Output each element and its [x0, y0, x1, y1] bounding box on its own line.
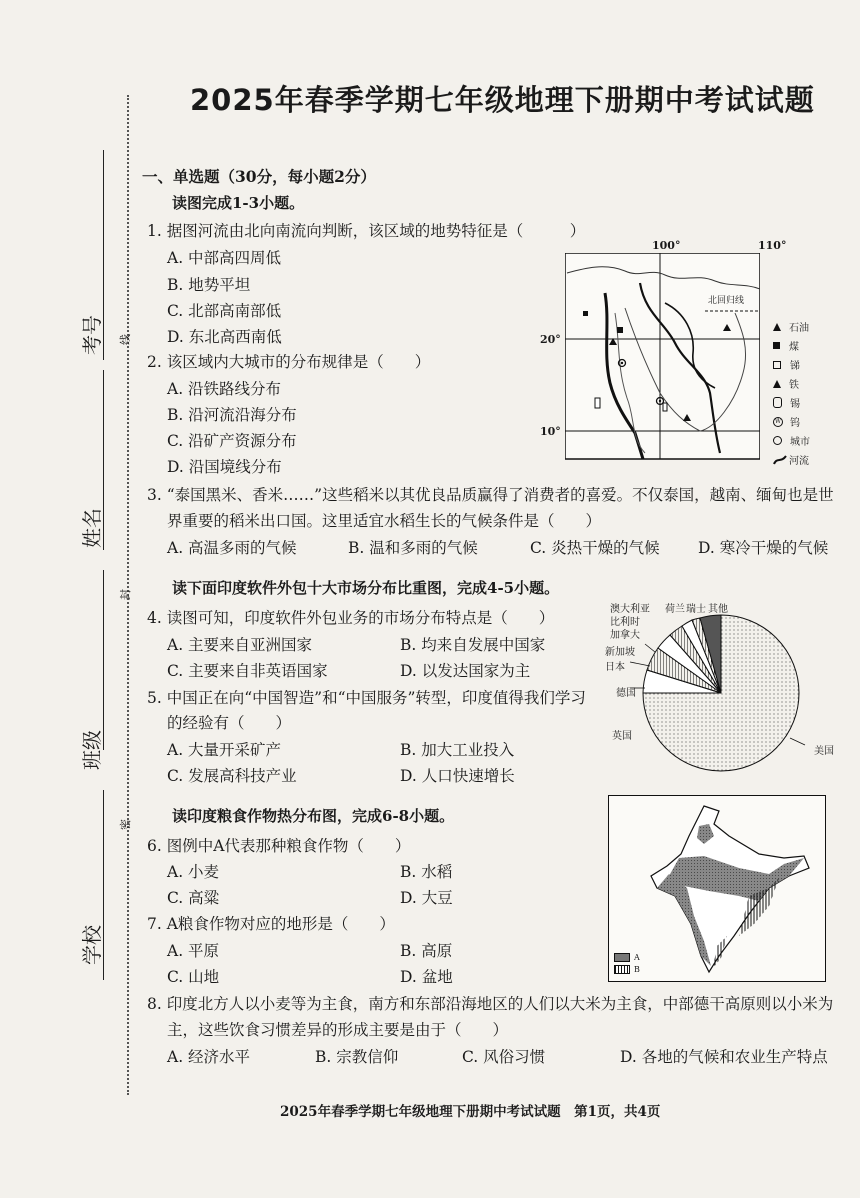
q7-option-a[interactable]: A. 平原: [167, 942, 220, 960]
question-7-stem: 7. A粮食作物对应的地形是（ ）: [147, 915, 395, 933]
legend-a: [614, 951, 640, 963]
question-8-stem-line2: 主，这些饮食习惯差异的形成主要是由于（ ）: [167, 1021, 509, 1039]
q2-option-b[interactable]: B. 沿河流沿海分布: [167, 406, 297, 424]
legend-label: A: [634, 952, 640, 962]
instruction-3: 读印度粮食作物热分布图，完成6-8小题。: [172, 807, 455, 825]
q8-option-b[interactable]: B. 宗教信仰: [315, 1048, 399, 1066]
pie-label-canada: 加拿大: [610, 630, 640, 641]
legend-label: 城市: [790, 437, 810, 448]
q8-option-c[interactable]: C. 风俗习惯: [462, 1048, 546, 1066]
legend-swatch-b: [614, 965, 630, 974]
pie-label-germany: 德国: [616, 688, 636, 699]
legend-label: 煤: [789, 342, 799, 353]
legend-coal: [773, 336, 833, 355]
legend-label: 河流: [789, 456, 809, 467]
q6-option-d[interactable]: D. 大豆: [400, 889, 453, 907]
q4-option-a[interactable]: A. 主要来自亚洲国家: [167, 636, 313, 654]
legend-city: [773, 431, 833, 450]
q3-option-c[interactable]: C. 炎热干燥的气候: [530, 539, 660, 557]
pie-label-other: 其他: [708, 604, 728, 615]
section-heading: 一、单选题（30分，每小题2分）: [142, 167, 376, 186]
question-4-stem: 4. 读图可知，印度软件外包业务的市场分布特点是（ ）: [147, 609, 555, 627]
q2-option-d[interactable]: D. 沿国境线分布: [167, 458, 282, 476]
q3-option-a[interactable]: A. 高温多雨的气候: [167, 539, 297, 557]
name-label: 姓名: [80, 508, 104, 548]
software-outsourcing-pie: [600, 600, 840, 780]
triangle-icon: [773, 323, 781, 331]
q5-option-a[interactable]: A. 大量开采矿产: [167, 741, 282, 759]
q1-option-c[interactable]: C. 北部高南部低: [167, 302, 282, 320]
legend-label: B: [634, 964, 640, 974]
school-label: 学校: [80, 925, 104, 965]
city-icon: [773, 436, 782, 445]
lon-110-label: 110°: [758, 239, 787, 252]
question-5-stem-line2: 的经验有（ ）: [167, 714, 292, 732]
pie-label-singapore: 新加坡: [605, 647, 635, 658]
question-8-stem-line1: 8. 印度北方人以小麦等为主食，南方和东部沿海地区的人们以大米为主食，中部德干高原则以小米为: [147, 995, 834, 1013]
class-label: 班级: [80, 730, 104, 770]
q7-option-b[interactable]: B. 高原: [400, 942, 453, 960]
page-title: 2025年春季学期七年级地理下册期中考试试题: [190, 83, 815, 117]
question-6-stem: 6. 图例中A代表那种粮食作物（ ）: [147, 837, 411, 855]
q4-option-b[interactable]: B. 均来自发展中国家: [400, 636, 546, 654]
q3-option-d[interactable]: D. 寒冷干燥的气候: [698, 539, 829, 557]
seal-char-feng: 封: [119, 589, 132, 600]
tropic-label: 北回归线: [708, 296, 745, 306]
lat-20-label: 20°: [540, 333, 561, 346]
instruction-2: 读下面印度软件外包十大市场分布比重图，完成4-5小题。: [172, 579, 560, 597]
seal-char-xian: 线: [119, 334, 132, 345]
map1-legend: [773, 317, 833, 469]
class-blank: [103, 570, 104, 750]
pie-label-switzerland: 瑞士: [686, 604, 706, 615]
india-map-legend: [614, 951, 640, 975]
q1-option-b[interactable]: B. 地势平坦: [167, 276, 251, 294]
q3-option-b[interactable]: B. 温和多雨的气候: [348, 539, 478, 557]
pie-label-netherlands: 荷兰: [665, 604, 685, 615]
q8-option-d[interactable]: D. 各地的气候和农业生产特点: [620, 1048, 828, 1066]
legend-label: 锑: [790, 361, 800, 372]
page-footer: 2025年春季学期七年级地理下册期中考试试题 第1页，共4页: [280, 1104, 661, 1120]
legend-label: 铁: [789, 380, 799, 391]
legend-river: [773, 450, 833, 469]
india-crop-map: [608, 795, 826, 982]
lon-100-label: 100°: [652, 239, 681, 252]
southeast-asia-map: [540, 237, 832, 467]
q8-option-a[interactable]: A. 经济水平: [167, 1048, 251, 1066]
question-2-stem: 2. 该区域内大城市的分布规律是（ ）: [147, 353, 431, 371]
question-1-stem: 1. 据图河流由北向南流向判断，该区域的地势特征是（ ）: [147, 222, 586, 240]
question-3-stem-line2: 界重要的稻米出口国。这里适宜水稻生长的气候条件是（ ）: [167, 512, 602, 530]
question-5-stem-line1: 5. 中国正在向“中国智造”和“中国服务”转型，印度值得我们学习: [147, 689, 586, 707]
tungsten-icon: W: [774, 417, 782, 425]
q6-option-a[interactable]: A. 小麦: [167, 863, 220, 881]
question-3-stem-line1: 3. “泰国黑米、香米……”这些稻米以其优良品质赢得了消费者的喜爱。不仅泰国，越南、缅甸也是世: [147, 486, 834, 504]
q1-option-d[interactable]: D. 东北高西南低: [167, 328, 282, 346]
q7-option-d[interactable]: D. 盆地: [400, 968, 453, 986]
legend-tungsten: [773, 412, 833, 431]
q4-option-c[interactable]: C. 主要来自非英语国家: [167, 662, 328, 680]
q7-option-c[interactable]: C. 山地: [167, 968, 220, 986]
pie-label-uk: 英国: [612, 731, 632, 742]
river-icon: [773, 455, 787, 465]
pie-label-usa: 美国: [814, 746, 834, 757]
triangle-icon: [773, 380, 781, 388]
square-filled-icon: [773, 342, 780, 349]
legend-b: [614, 963, 640, 975]
q5-option-b[interactable]: B. 加大工业投入: [400, 741, 515, 759]
legend-antimony: [773, 355, 833, 374]
q2-option-a[interactable]: A. 沿铁路线分布: [167, 380, 282, 398]
exam-no-label: 考号: [80, 315, 104, 355]
legend-iron: [773, 374, 833, 393]
legend-oil: [773, 317, 833, 336]
q4-option-d[interactable]: D. 以发达国家为主: [400, 662, 531, 680]
q6-option-c[interactable]: C. 高粱: [167, 889, 220, 907]
lat-10-label: 10°: [540, 425, 561, 438]
pie-label-japan: 日本: [605, 662, 625, 673]
instruction-1: 读图完成1-3小题。: [172, 194, 305, 212]
legend-label: 锡: [790, 399, 800, 410]
legend-label: 钨: [790, 418, 800, 429]
legend-swatch-a: [614, 953, 630, 962]
pie-label-australia: 澳大利亚: [610, 604, 650, 615]
q5-option-d[interactable]: D. 人口快速增长: [400, 767, 515, 785]
q5-option-c[interactable]: C. 发展高科技产业: [167, 767, 297, 785]
square-outline-icon: [773, 361, 781, 369]
legend-label: 石油: [789, 323, 809, 334]
q2-option-c[interactable]: C. 沿矿产资源分布: [167, 432, 297, 450]
pie-label-belgium: 比利时: [610, 617, 640, 628]
indochina-map-drawing: [565, 253, 760, 461]
legend-tin: [773, 393, 833, 412]
tin-icon: [773, 397, 782, 408]
q1-option-a[interactable]: A. 中部高四周低: [167, 249, 282, 267]
q6-option-b[interactable]: B. 水稻: [400, 863, 453, 881]
seal-char-mi: 密: [119, 819, 132, 830]
india-map-drawing: [609, 796, 825, 981]
